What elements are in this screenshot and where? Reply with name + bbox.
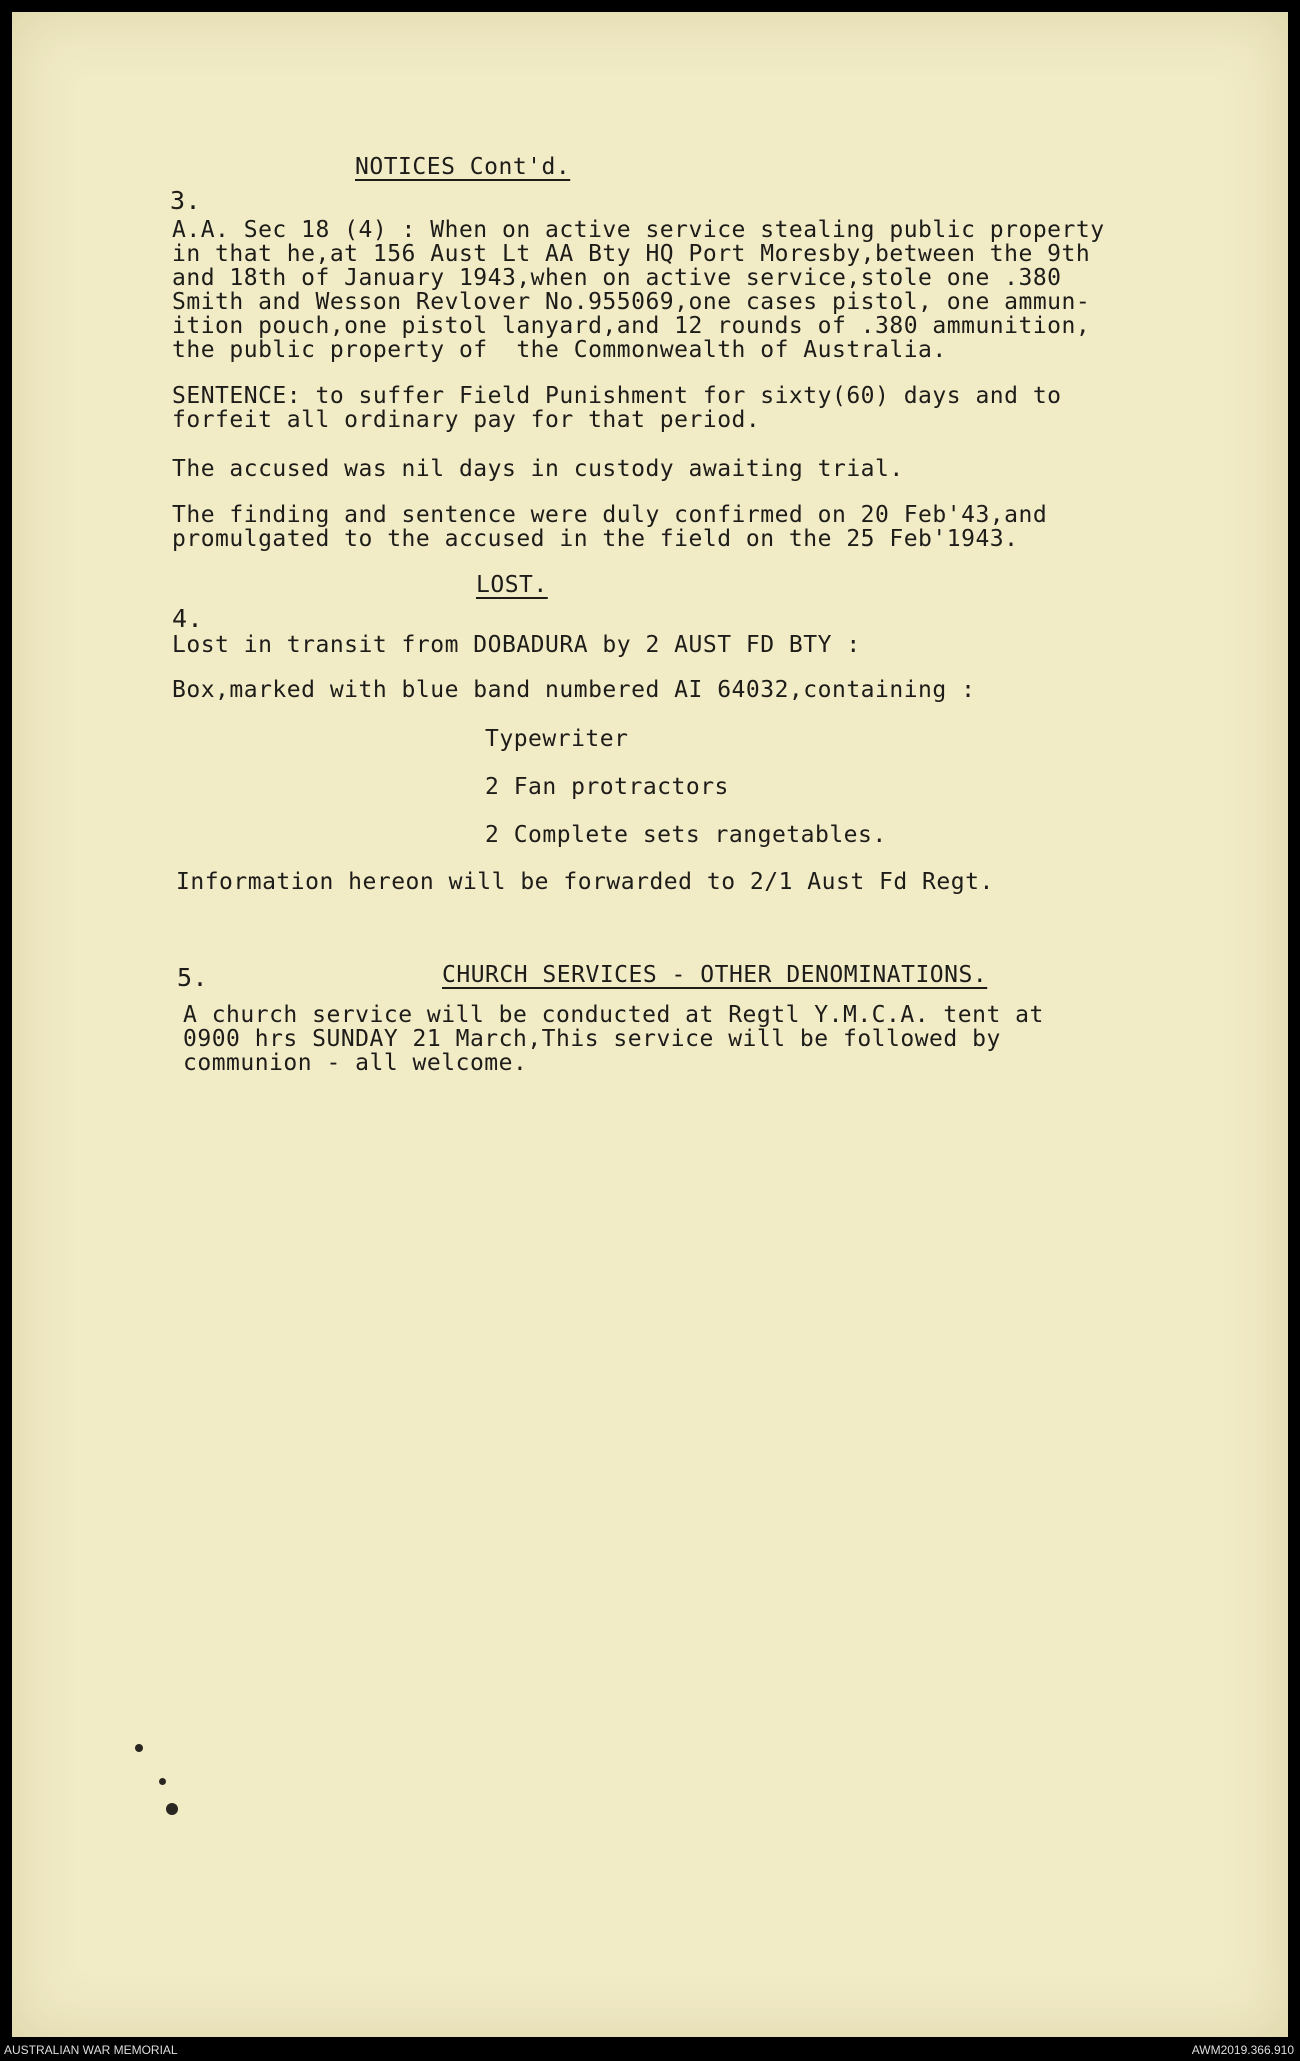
church-heading: CHURCH SERVICES - OTHER DENOMINATIONS.	[442, 962, 988, 988]
text-line: A.A. Sec 18 (4) : When on active service stealing public property	[172, 217, 1105, 243]
text-line: communion - all welcome.	[183, 1050, 528, 1076]
list-item: 2 Fan protractors	[485, 774, 729, 800]
lost-intro: Lost in transit from DOBADURA by 2 AUST FD BTY :	[172, 632, 861, 658]
punch-hole	[135, 1744, 143, 1752]
text-line: in that he,at 156 Aust Lt AA Bty HQ Port Moresby,between the 9th	[172, 241, 1091, 267]
text-line: 0900 hrs SUNDAY 21 March,This service will be followed by	[183, 1026, 1001, 1052]
text-line: The finding and sentence were duly confirmed on 20 Feb'43,and	[172, 502, 1048, 528]
text-line: forfeit all ordinary pay for that period.	[172, 407, 761, 433]
text-line: A church service will be conducted at Regtl Y.M.C.A. tent at	[183, 1002, 1044, 1028]
footer-reference: AWM2019.366.910	[1191, 2043, 1294, 2057]
text-line: ition pouch,one pistol lanyard,and 12 rounds of .380 ammunition,	[172, 313, 1091, 339]
text-line: promulgated to the accused in the field on the 25 Feb'1943.	[172, 526, 1019, 552]
page-title: NOTICES Cont'd.	[355, 154, 571, 180]
information-line: Information hereon will be forwarded to 2/1 Aust Fd Regt.	[176, 869, 994, 895]
footer-credit: AUSTRALIAN WAR MEMORIAL	[4, 2043, 178, 2057]
section-4-number: 4.	[172, 604, 204, 633]
list-item: Typewriter	[485, 726, 629, 752]
text-line: Smith and Wesson Revlover No.955069,one cases pistol, one ammun-	[172, 289, 1091, 315]
lost-heading: LOST.	[476, 572, 548, 598]
document-page	[12, 12, 1288, 2037]
section-3-number: 3.	[170, 186, 202, 215]
text-line: and 18th of January 1943,when on active service,stole one .380	[172, 265, 1062, 291]
custody-line: The accused was nil days in custody awaiting trial.	[172, 456, 904, 482]
punch-hole	[166, 1803, 178, 1815]
section-5-number: 5.	[177, 963, 209, 992]
text-line: the public property of the Commonwealth of Australia.	[172, 337, 947, 363]
box-description: Box,marked with blue band numbered AI 64032,containing :	[172, 677, 976, 703]
text-line: SENTENCE: to suffer Field Punishment for sixty(60) days and to	[172, 383, 1062, 409]
punch-hole	[159, 1778, 166, 1785]
list-item: 2 Complete sets rangetables.	[485, 822, 887, 848]
